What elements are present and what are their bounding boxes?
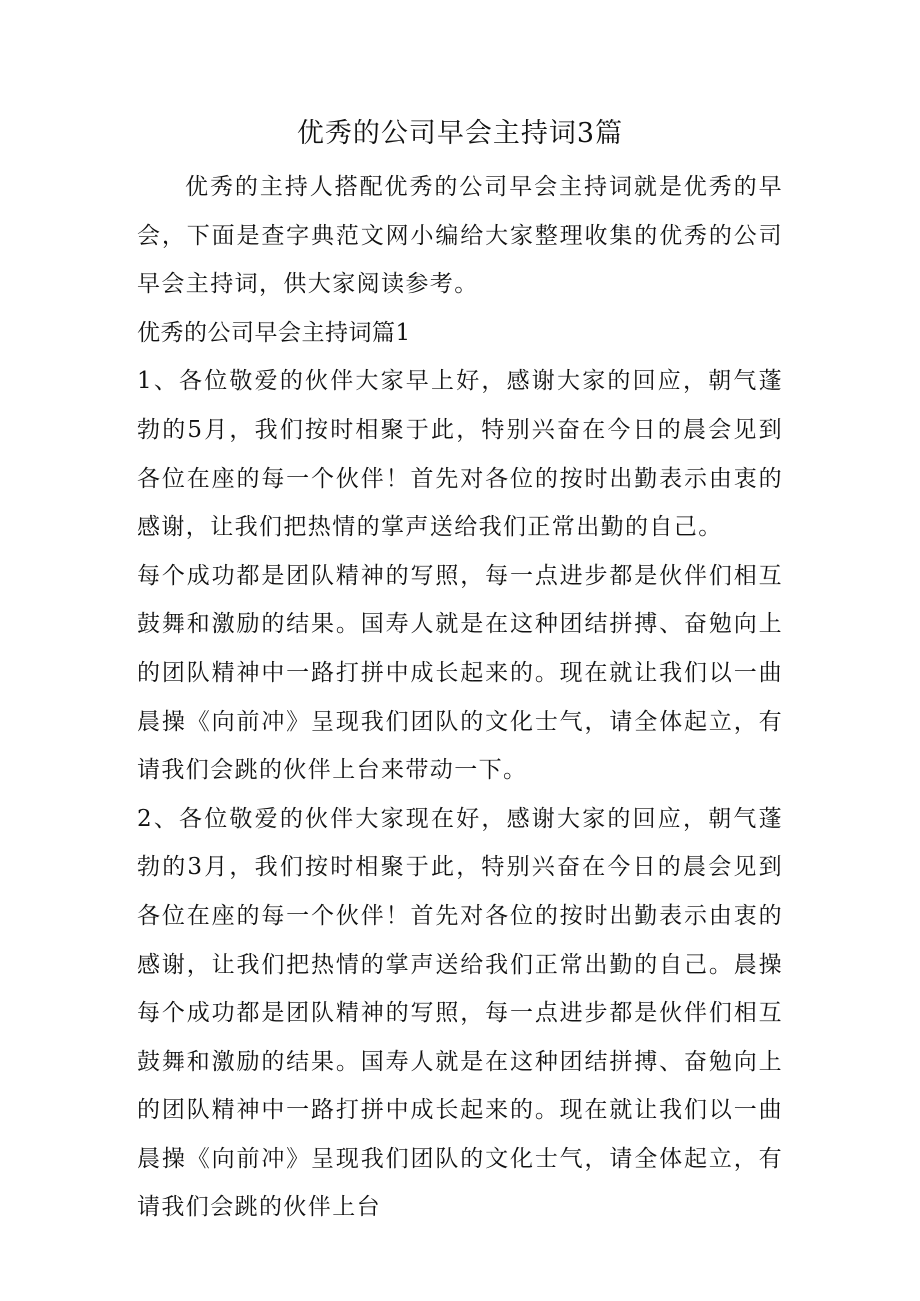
intro-paragraph: 优秀的主持人搭配优秀的公司早会主持词就是优秀的早会，下面是查字典范文网小编给大家整理收集的优秀的公司早会主持词，供大家阅读参考。 (137, 174, 783, 298)
section-heading: 优秀的公司早会主持词篇1 (137, 319, 411, 346)
body-paragraph-2: 每个成功都是团队精神的写照，每一点进步都是伙伴们相互鼓舞和激励的结果。国寿人就是在这种团结拼搏、奋勉向上的团队精神中一路打拼中成长起来的。现在就让我们以一曲晨操《向前冲》呈现我们团队的文化士气，请全体起立，有请我们会跳的伙伴上台来带动一下。 (137, 562, 783, 784)
document-title: 优秀的公司早会主持词3篇 (296, 118, 624, 149)
document-body (137, 163, 783, 1232)
body-paragraph-1: 1、各位敬爱的伙伴大家早上好，感谢大家的回应，朝气蓬勃的5月，我们按时相聚于此，特别兴奋在今日的晨会见到各位在座的每一个伙伴！首先对各位的按时出勤表示由衷的感谢，让我们把热情的掌声送给我们正常出勤的自己。 (137, 368, 783, 541)
body-paragraph-3: 2、各位敬爱的伙伴大家现在好，感谢大家的回应，朝气蓬勃的3月，我们按时相聚于此，特别兴奋在今日的晨会见到各位在座的每一个伙伴！首先对各位的按时出勤表示由衷的感谢，让我们把热情的掌声送给我们正常出勤的自己。晨操每个成功都是团队精神的写照，每一点进步都是伙伴们相互鼓舞和激励的结果。国寿人就是在这种团结拼搏、奋勉向上的团队精神中一路打拼中成长起来的。现在就让我们以一曲晨操《向前冲》呈现我们团队的文化士气，请全体起立，有请我们会跳的伙伴上台 (137, 805, 783, 1221)
